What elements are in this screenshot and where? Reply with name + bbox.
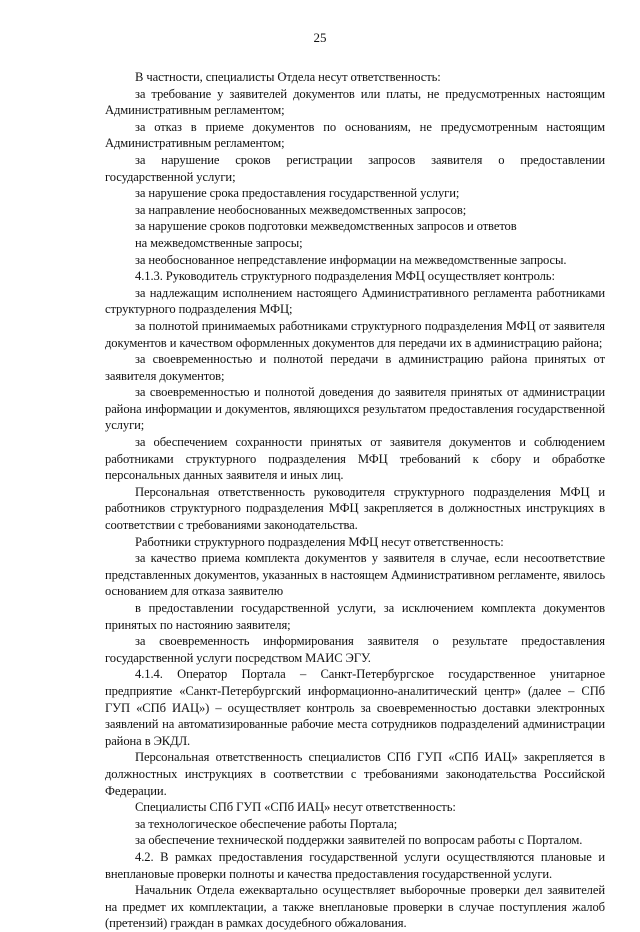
paragraph: Начальник Отдела ежеквартально осуществляет выборочные проверки дел заявителей на предмет их комплектации, а также внеплановые проверки в случае поступления жалоб (претензий) граждан в рамках досудебного обжалования. — [105, 883, 605, 931]
paragraph: за нарушение сроков регистрации запросов заявителя о предоставлении государственной услуги; — [105, 152, 605, 184]
paragraph: за нарушение сроков подготовки межведомственных запросов и ответов — [135, 219, 517, 234]
paragraph: за своевременностью и полнотой передачи в администрацию района принятых от заявителя документов; — [105, 352, 605, 383]
paragraph: Персональная ответственность специалистов СПб ГУП «СПб ИАЦ» закрепляется в должностных инструкциях в соответствии с требованиями законодательства Российской Федерации. — [105, 750, 605, 798]
paragraph: за необоснованное непредставление информации на межведомственные запросы. — [135, 252, 567, 267]
paragraph: В частности, специалисты Отдела несут ответственность: — [135, 70, 441, 84]
paragraph: Специалисты СПб ГУП «СПб ИАЦ» несут ответственность: — [135, 800, 456, 815]
paragraph: за качество приема комплекта документов у заявителя в случае, если несоответствие представленных документов, указанных в настоящем Административном регламенте, явилось основанием для отказа заявителю — [105, 551, 605, 599]
paragraph: за полнотой принимаемых работниками структурного подразделения МФЦ от заявителя документов и качеством оформленных документов для передачи их в администрацию района; — [105, 318, 605, 350]
paragraph: 4.1.4. Оператор Портала – Санкт-Петербургское государственное унитарное предприятие «Санкт-Петербургский информационно-аналитический центр» (далее – СПб ГУП «СПб ИАЦ») – осуществляет контроль за своевременностью доставки электронных заявлений на автоматизированные рабочие места сотрудников подразделений администрации района в ЭКДЛ. — [105, 667, 605, 748]
document-body — [105, 69, 605, 932]
paragraph: за отказ в приеме документов по основаниям, не предусмотренным настоящим Административным регламентом; — [105, 119, 605, 151]
paragraph: за нарушение срока предоставления государственной услуги; — [135, 186, 460, 201]
paragraph: в предоставлении государственной услуги, за исключением комплекта документов принятых по настоянию заявителя; — [105, 601, 605, 632]
paragraph: за технологическое обеспечение работы Портала; — [135, 816, 398, 831]
paragraph: за требование у заявителей документов или платы, не предусмотренных настоящим Административным регламентом; — [105, 86, 605, 118]
paragraph: 4.1.3. Руководитель структурного подразделения МФЦ осуществляет контроль: — [135, 269, 555, 284]
paragraph: Персональная ответственность руководителя структурного подразделения МФЦ и работников структурного подразделения МФЦ закрепляется в должностных инструкциях в соответствии с требованиями законодательства. — [105, 484, 605, 533]
paragraph: за направление необоснованных межведомственных запросов; — [135, 202, 467, 217]
paragraph: Работники структурного подразделения МФЦ несут ответственность: — [135, 534, 504, 549]
paragraph: за обеспечением сохранности принятых от заявителя документов и соблюдением работниками структурного подразделения МФЦ требований к сбору и обработке персональных данных заявителя и иных лиц. — [105, 435, 605, 483]
page-number: 25 — [313, 30, 327, 45]
paragraph: на межведомственные запросы; — [135, 235, 303, 250]
paragraph: за своевременностью и полнотой доведения до заявителя принятых от администрации района информации и документов, являющихся результатом предоставления государственной услуги; — [105, 385, 605, 433]
paragraph: за надлежащим исполнением настоящего Административного регламента работниками структурного подразделения МФЦ; — [105, 285, 605, 317]
paragraph: за своевременность информирования заявителя о результате предоставления государственной услуги посредством МАИС ЭГУ. — [105, 634, 605, 665]
paragraph: за обеспечение технической поддержки заявителей по вопросам работы с Порталом. — [135, 833, 583, 848]
paragraph: 4.2. В рамках предоставления государственной услуги осуществляются плановые и внеплановые проверки полноты и качества предоставления государственной услуги. — [105, 849, 605, 881]
